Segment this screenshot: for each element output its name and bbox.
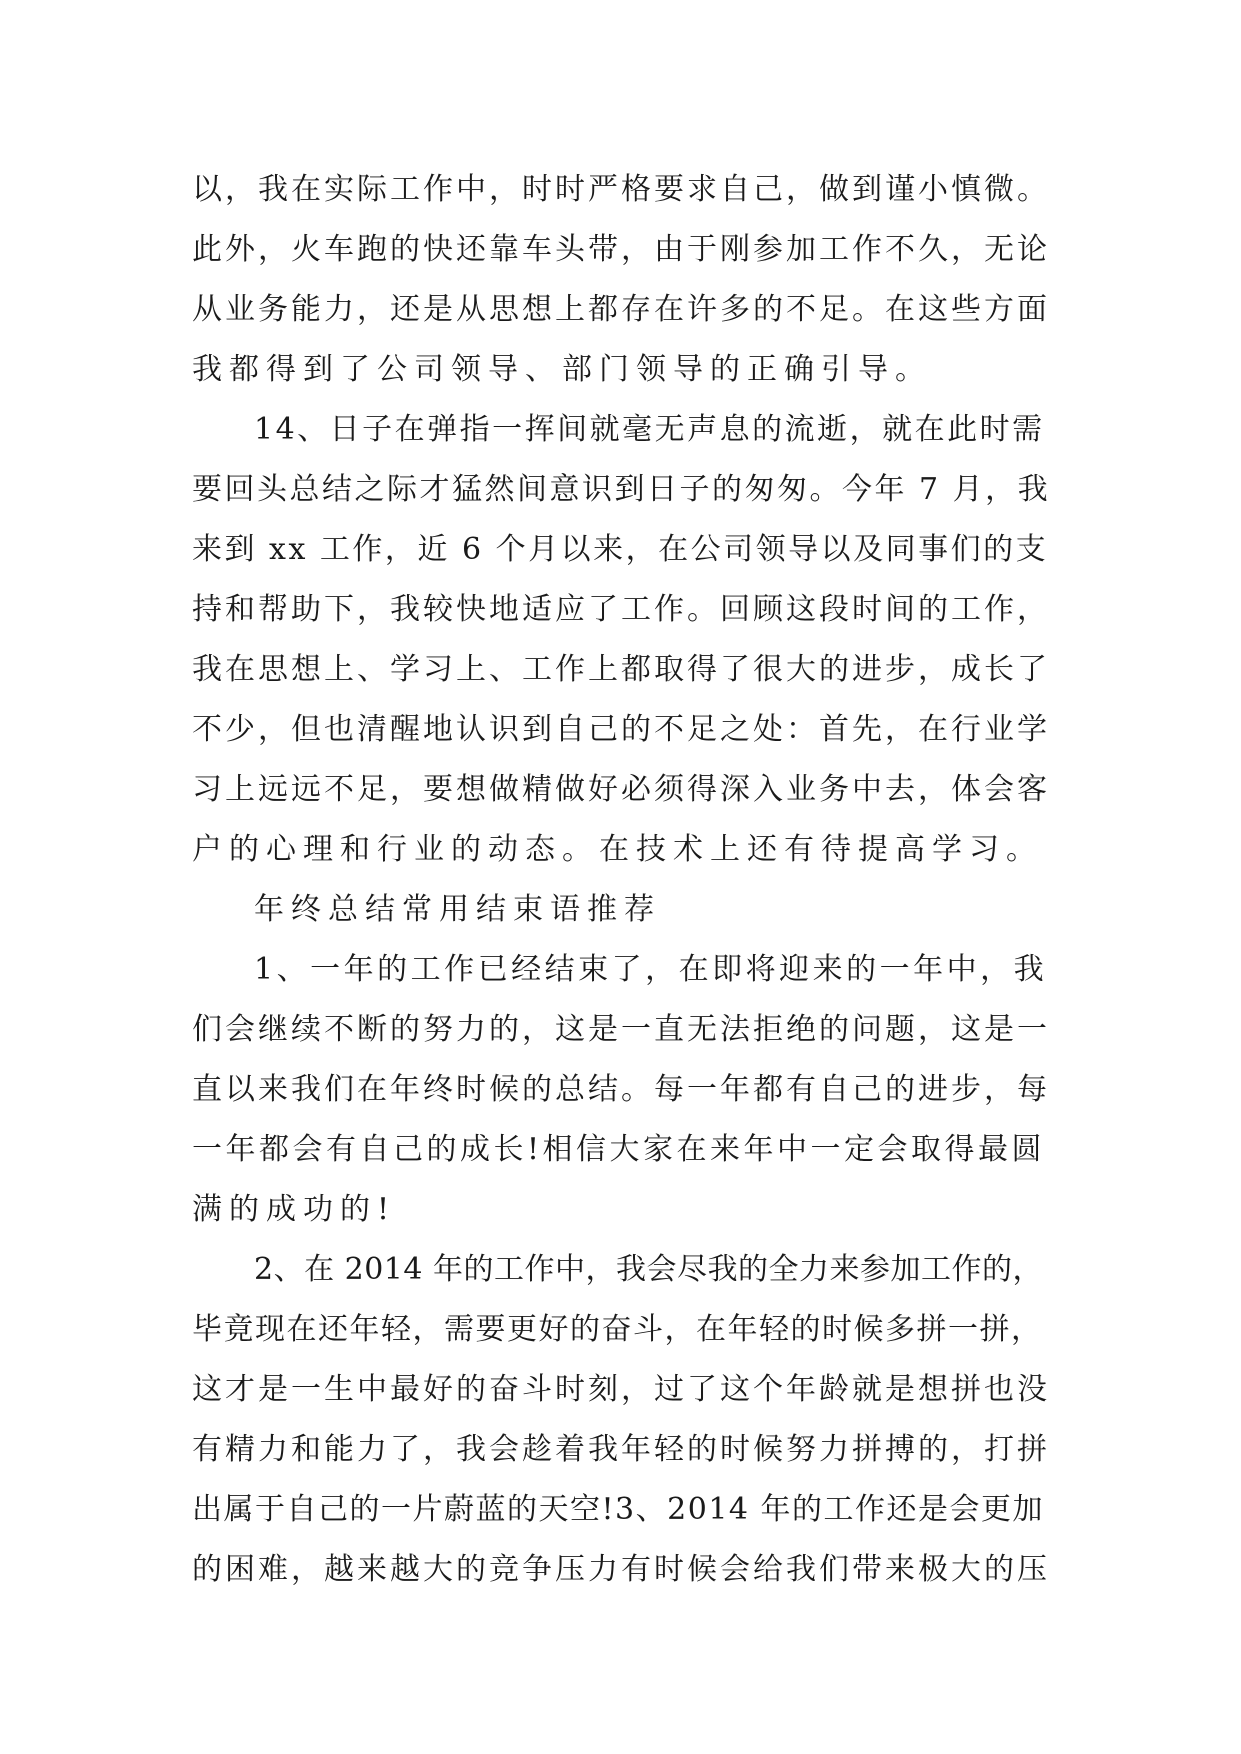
text-line: 来到 xx 工作，近 6 个月以来，在公司领导以及同事们的支 <box>192 532 1049 567</box>
document-body <box>192 160 1052 1600</box>
text-line: 一年都会有自己的成长!相信大家在来年中一定会取得最圆 <box>192 1132 1046 1167</box>
text-line: 此外，火车跑的快还靠车头带，由于刚参加工作不久，无论 <box>192 232 1050 267</box>
text-line: 户的心理和行业的动态。在技术上还有待提高学习。 <box>192 832 1043 867</box>
text-line: 有精力和能力了，我会趁着我年轻的时候努力拼搏的，打拼 <box>192 1432 1050 1467</box>
text-line: 毕竟现在还年轻，需要更好的奋斗，在年轻的时候多拼一拼， <box>192 1312 1043 1347</box>
text-line: 以，我在实际工作中，时时严格要求自己，做到谨小慎微。 <box>192 172 1050 207</box>
text-line: 直以来我们在年终时候的总结。每一年都有自己的进步，每 <box>192 1072 1050 1107</box>
text-line: 从业务能力，还是从思想上都存在许多的不足。在这些方面 <box>192 292 1050 327</box>
text-line: 习上远远不足，要想做精做好必须得深入业务中去，体会客 <box>192 772 1050 807</box>
text-line: 满的成功的! <box>192 1192 397 1227</box>
text-line: 们会继续不断的努力的，这是一直无法拒绝的问题，这是一 <box>192 1012 1050 1047</box>
paragraph-start-line: 2、在 2014 年的工作中，我会尽我的全力来参加工作的， <box>254 1252 1044 1287</box>
text-line: 我在思想上、学习上、工作上都取得了很大的进步，成长了 <box>192 652 1050 687</box>
text-line: 的困难，越来越大的竞争压力有时候会给我们带来极大的压 <box>192 1552 1050 1587</box>
section-heading: 年终总结常用结束语推荐 <box>254 892 661 927</box>
paragraph-start-line: 1、一年的工作已经结束了，在即将迎来的一年中，我 <box>254 952 1048 987</box>
text-line: 出属于自己的一片蔚蓝的天空!3、2014 年的工作还是会更加 <box>192 1492 1045 1527</box>
text-line: 要回头总结之际才猛然间意识到日子的匆匆。今年 7 月，我 <box>192 472 1051 507</box>
text-line: 持和帮助下，我较快地适应了工作。回顾这段时间的工作， <box>192 592 1050 627</box>
text-line: 这才是一生中最好的奋斗时刻，过了这个年龄就是想拼也没 <box>192 1372 1050 1407</box>
text-line: 我都得到了公司领导、部门领导的正确引导。 <box>192 352 932 387</box>
text-line: 不少，但也清醒地认识到自己的不足之处：首先，在行业学 <box>192 712 1050 747</box>
paragraph-start-line: 14、日子在弹指一挥间就毫无声息的流逝，就在此时需 <box>254 412 1045 447</box>
